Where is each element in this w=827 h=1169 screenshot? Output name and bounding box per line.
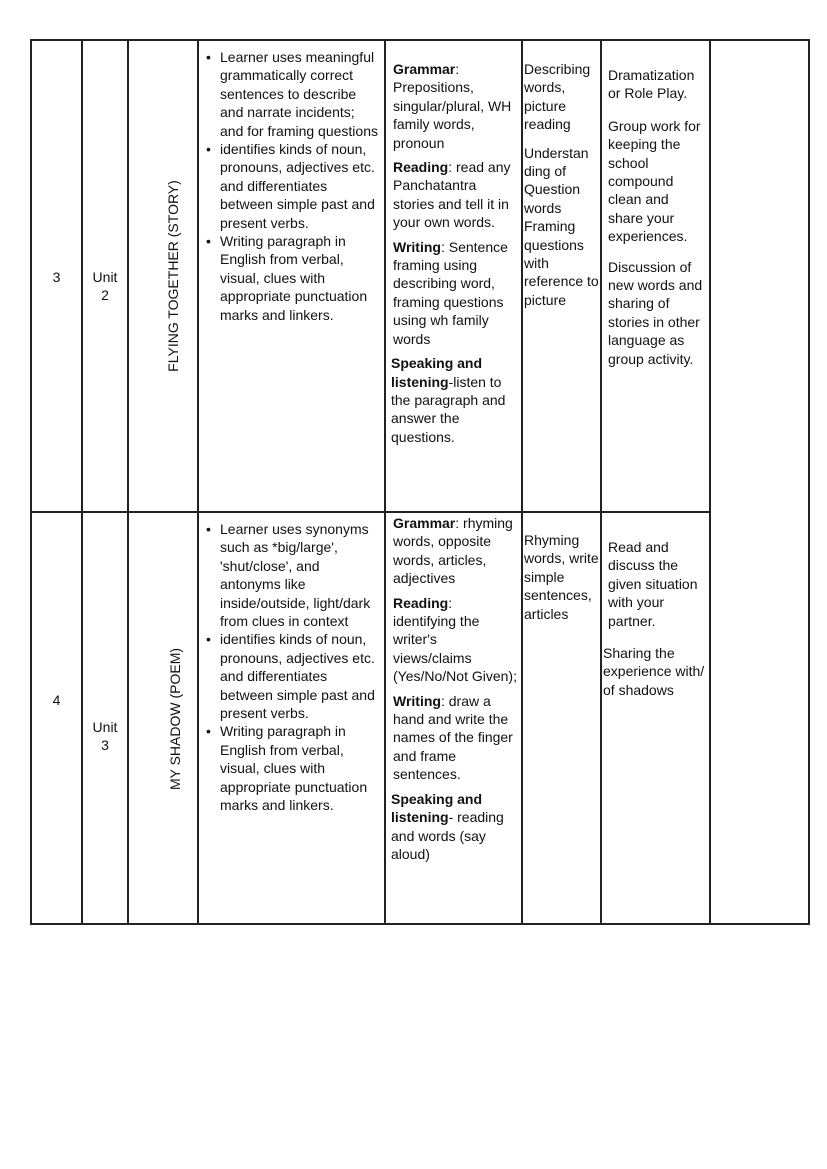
column-divider [81,39,83,925]
skill-text: : Prepositions, singular/plural, WH family words, pronoun [393,61,512,151]
table-bottom-border [30,923,810,925]
unit-label-text: Unit 2 [92,269,118,304]
skill-text: : read any Panchatantra stories and tell it in your own words. [393,159,511,231]
outcome-item: • identifies kinds of noun, pronouns, adjectives etc. and differentiates between simple past and present verbs. [200,140,378,232]
skill-text: : identifying the writer's views/claims (Yes/No/Not Given); [393,594,517,685]
activity-item: Sharing the experience with/ of shadows [603,645,705,698]
skill-heading: Grammar [393,61,456,77]
skill-writing [393,692,519,784]
skills-list [393,60,519,452]
skill-reading [393,594,519,686]
unit-label-text: Unit 3 [92,719,118,754]
focus-item: Describing words, picture reading [524,61,591,133]
activity-item: Group work for keeping the school compound clean and share your experiences. [608,117,701,245]
skill-heading: Speaking and listening [391,790,483,826]
skill-text: : rhyming words, opposite words, articles, adjectives [393,515,513,587]
column-divider [521,39,523,925]
skill-heading: Grammar [393,515,456,531]
activities [608,66,706,374]
unit-label [83,268,127,305]
table-left-border [30,39,32,925]
table-top-border [30,39,810,41]
row-number: 4 [52,692,61,708]
skill-text: : Sentence framing using describing word, framing questions using wh family words [393,238,508,347]
row-divider [30,511,711,513]
activities [603,538,707,705]
skill-heading: Reading [393,594,449,611]
skill-text: : draw a hand and write the names of the finger and frame sentences. [393,692,513,783]
column-divider [600,39,602,925]
outcome-item: • Learner uses meaningful grammatically correct sentences to describe and narrate incidents; and for framing questions [200,48,378,140]
skill-reading [393,158,519,232]
skill-text: - reading and words (say aloud) [391,809,504,862]
skill-heading: Writing [393,238,441,255]
learning-outcomes [200,48,378,324]
activity-item: Dramatization or Role Play. [608,67,695,102]
activity-item: Discussion of new words and sharing of stories in other language as group activity. [608,258,703,367]
skill-grammar [393,514,519,588]
column-divider [384,39,386,925]
skill-speaking-listening [391,354,519,446]
skill-writing [393,238,519,348]
outcome-item: • Writing paragraph in English from verbal, visual, clues with appropriate punctuation marks and linkers. [200,232,378,324]
skill-heading: Reading [393,159,449,176]
focus-item: Understan ding of Question words Framing questions with reference to picture [524,144,599,308]
outcome-item: • Writing paragraph in English from verbal, visual, clues with appropriate punctuation marks and linkers. [200,722,378,814]
outcome-item: • Learner uses synonyms such as *big/large', 'shut/close', and antonyms like inside/outside, light/dark from clues in context [200,520,378,630]
focus-areas [524,531,600,629]
skill-heading: Speaking and listening [391,355,483,390]
lesson-title: MY SHADOW (POEM) [166,647,183,791]
row-number: 3 [52,269,61,285]
learning-outcomes [200,520,378,815]
skill-heading: Writing [393,692,441,709]
unit-label [83,718,127,755]
skill-grammar [393,60,519,152]
activity-item: Read and discuss the given situation with your partner. [608,539,698,629]
focus-item: Rhyming words, write simple sentences, articles [524,532,599,622]
table-right-border [808,39,810,925]
focus-areas [524,60,600,315]
column-divider [197,39,199,925]
outcome-item: • identifies kinds of noun, pronouns, adjectives etc. and differentiates between simple past and present verbs. [200,630,378,722]
skills-list [393,514,519,869]
column-divider [127,39,129,925]
skill-text: -listen to the paragraph and answer the questions. [391,373,506,445]
skill-speaking-listening [391,790,519,864]
column-divider [709,39,711,925]
lesson-title: FLYING TOGETHER (STORY) [164,180,181,372]
